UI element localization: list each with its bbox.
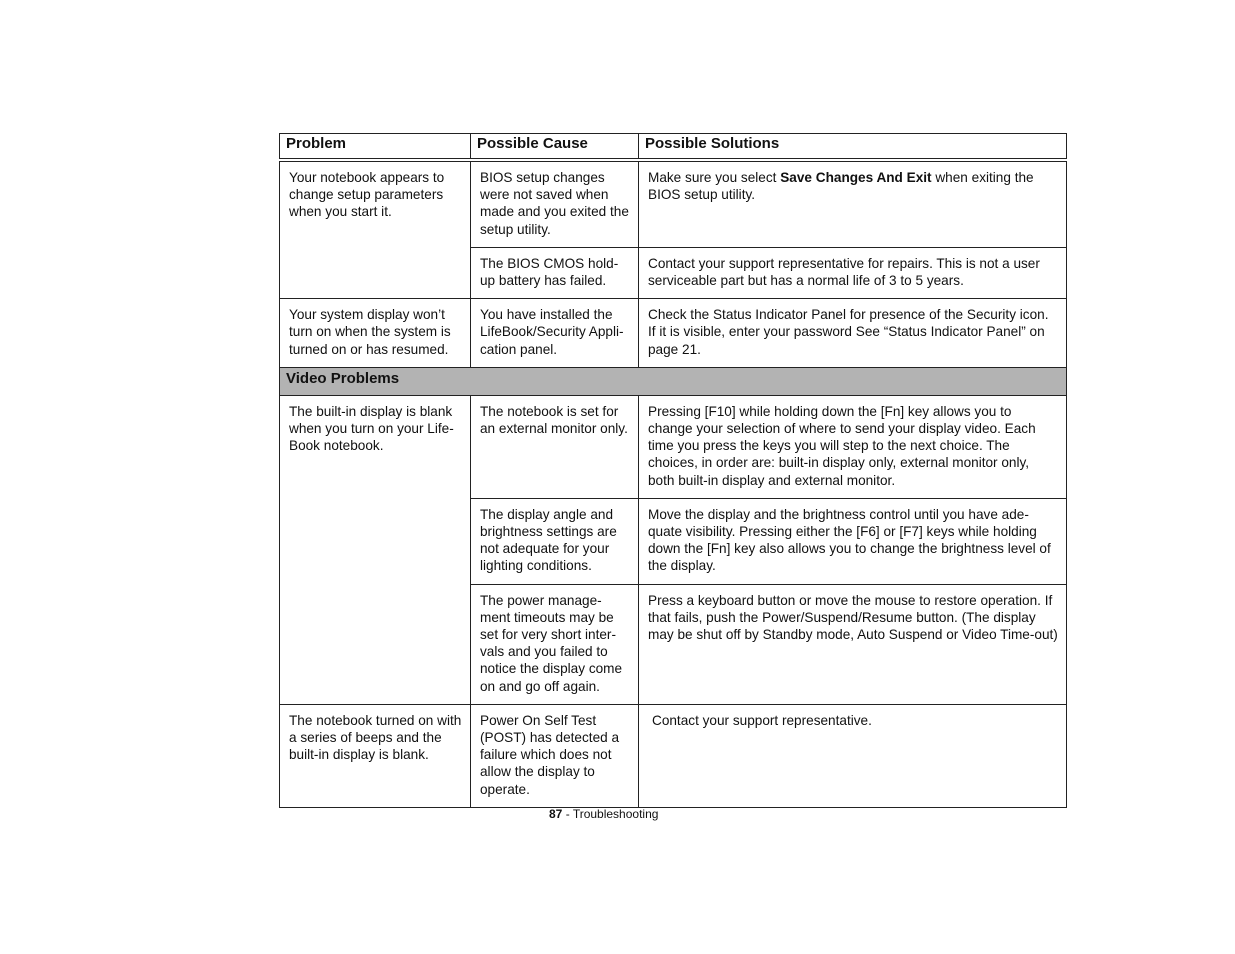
solution-cell: Contact your support representative. — [639, 704, 1067, 807]
troubleshooting-page — [279, 133, 1066, 808]
table-row — [280, 160, 1067, 247]
solution-cell: Check the Status Indicator Panel for presence of the Security icon. If it is visible, enter your password See “Status Indicator Panel” on page 21. — [639, 299, 1067, 368]
cause-cell: You have installed the LifeBook/Security Appli-cation panel. — [471, 299, 639, 368]
cause-cell: BIOS setup changes were not saved when made and you exited the setup utility. — [471, 160, 639, 247]
solution-cell: Pressing [F10] while holding down the [Fn] key allows you to change your selection of where to send your display video. Each time you press the keys you will step to the next choice. The choices, in order are: built-in display only, external monitor only, both built-in display and external monitor. — [639, 395, 1067, 498]
section-title-video-problems: Video Problems — [280, 367, 1067, 395]
footer-section: Troubleshooting — [572, 807, 659, 821]
solution-text: when exiting the BIOS setup utility. — [648, 170, 1034, 203]
header-problem: Problem — [280, 134, 471, 161]
cause-cell: Power On Self Test (POST) has detected a failure which does not allow the display to operate. — [471, 704, 639, 807]
footer-separator: - — [562, 807, 573, 821]
cause-cell: The notebook is set for an external monitor only. — [471, 395, 639, 498]
page-number: 87 — [549, 807, 563, 821]
header-possible-solutions: Possible Solutions — [639, 134, 1067, 161]
problem-cell: Your system display won’t turn on when the system is turned on or has resumed. — [280, 299, 471, 368]
troubleshooting-table — [279, 133, 1067, 808]
cause-cell: The display angle and brightness settings are not adequate for your lighting conditions. — [471, 498, 639, 584]
solution-emphasis: Save Changes And Exit — [780, 170, 932, 185]
table-row — [280, 299, 1067, 368]
problem-cell: Your notebook appears to change setup parameters when you start it. — [280, 160, 471, 299]
cause-cell: The power manage-ment timeouts may be set for very short inter-vals and you failed to notice the display come on and go off again. — [471, 584, 639, 704]
solution-cell: Contact your support representative for repairs. This is not a user serviceable part but has a normal life of 3 to 5 years. — [639, 247, 1067, 298]
page-footer — [549, 806, 658, 822]
solution-cell — [639, 160, 1067, 247]
section-header-row — [280, 367, 1067, 395]
table-row — [280, 704, 1067, 807]
problem-cell: The notebook turned on with a series of beeps and the built-in display is blank. — [280, 704, 471, 807]
header-possible-cause: Possible Cause — [471, 134, 639, 161]
table-row — [280, 395, 1067, 498]
cause-cell: The BIOS CMOS hold-up battery has failed. — [471, 247, 639, 298]
problem-cell: The built-in display is blank when you turn on your Life-Book notebook. — [280, 395, 471, 704]
solution-cell: Press a keyboard button or move the mouse to restore operation. If that fails, push the Power/Suspend/Resume button. (The display may be shut off by Standby mode, Auto Suspend or Video Time-out) — [639, 584, 1067, 704]
solution-text: Make sure you select — [648, 170, 781, 185]
table-header-row — [280, 134, 1067, 161]
solution-cell: Move the display and the brightness control until you have ade-quate visibility. Pressing either the [F6] or [F7] keys while holding down the [Fn] key also allows you to change the brightness level of the display. — [639, 498, 1067, 584]
